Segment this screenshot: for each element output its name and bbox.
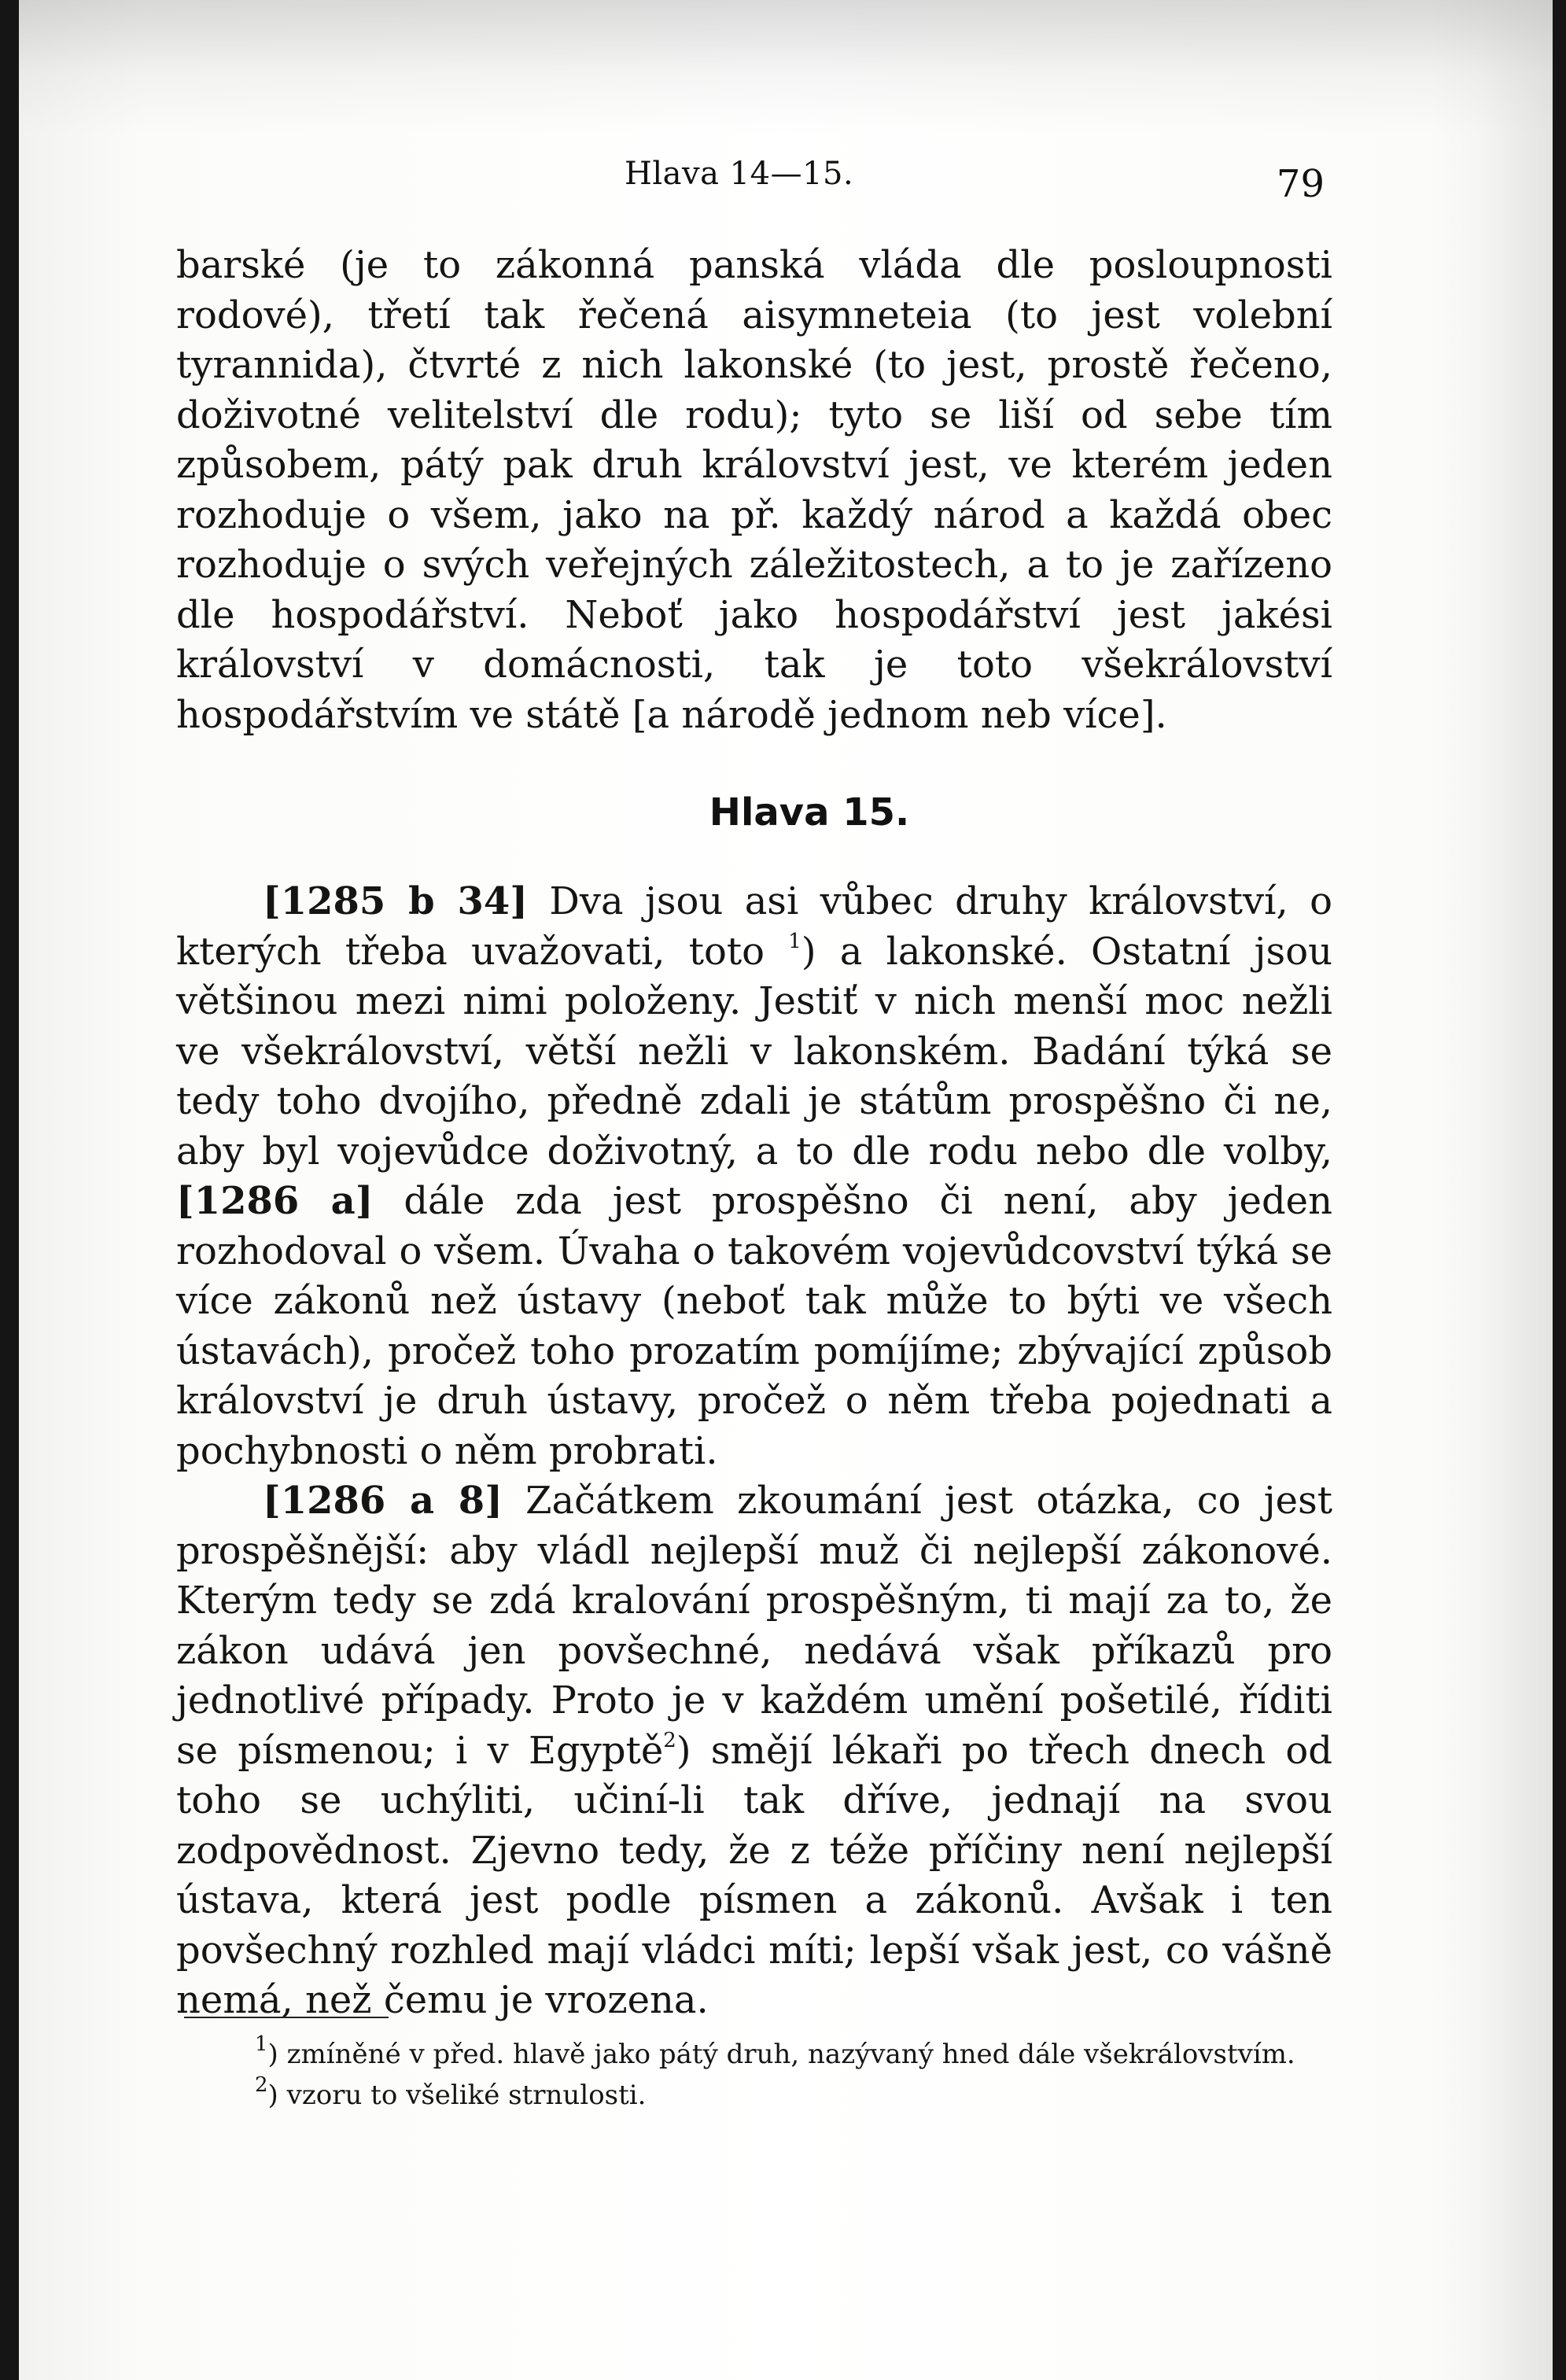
paragraph-2-text-a: Začátkem zkoumání jest otázka, co jest prospěšnější: aby vládl nejlepší muž či nejlepší zákonové. Kterým tedy se zdá kralování prospěšným, ti mají za to, že zákon udává jen povšechné, nedává však příkazů pro jednotlivé případy. Proto je v každém umění pošetilé, říditi se písmenou; i v Egyptě: [176, 1479, 1333, 1773]
paragraph-1-text-b: ) a lakonské. Ostatní jsou většinou mezi nimi položeny. Jestiť v nich menší moc nežli ve všekrálovství, větší nežli v lakonském. Badání týká se tedy toho dvojího, předně zdali je státům prospěšno či ne, aby byl vojevůdce doživotný, a to dle rodu nebo dle volby,: [176, 929, 1332, 1173]
footnote-divider: [184, 2017, 389, 2018]
paragraph-1-text-c: dále zda jest prospěšno či není, aby jeden rozhodoval o všem. Úvaha o takovém vojevůdcovství týká se více zákonů než ústavy (neboť tak může to býti ve všech ústavách), pročež toho prozatím pomíjíme; zbývající způsob království je druh ústavy, pročež o něm třeba pojednati a pochybnosti o něm probrati.: [176, 1179, 1333, 1473]
footnote: [176, 2034, 1332, 2075]
page-number: 79: [1276, 162, 1325, 206]
paragraph-1-text-a: Dva jsou asi vůbec druhy království, o kterých třeba uvažovati, toto: [176, 879, 1333, 974]
chapter-heading: Hlava 15.: [709, 790, 910, 834]
footnote-mark: 1: [255, 2032, 268, 2056]
bekker-reference: [1286 a 8]: [263, 1479, 503, 1523]
bekker-reference: [1285 b 34]: [263, 879, 529, 923]
paragraph-2-text-b: ) smějí lékaři po třech dnech od toho se uchýliti, učiní-li tak dříve, jednají na svou zodpovědnost. Zjevno tedy, že z téže příčiny není nejlepší ústava, která jest podle písmen a zákonů. Avšak i ten povšechný rozhled mají vládci míti; lepší však jest, co vášně nemá, než čemu je vrozena.: [176, 1728, 1332, 2022]
intro-paragraph-text: barské (je to zákonná panská vláda dle posloupnosti rodové), třetí tak řečená aisymneteia (to jest volební tyrannida), čtvrté z nich lakonské (to jest, prostě řečeno, doživotné velitelství dle rodu); tyto se liší od sebe tím způsobem, pátý pak druh království jest, ve kterém jeden rozhoduje o všem, jako na př. každý národ a každá obec rozhoduje o svých veřejných záležitostech, a to je zařízeno dle hospodářství. Neboť jako hospodářství jest jakési království v domácnosti, tak je toto všekrálovství hospodářstvím ve státě [a národě jednom neb více].: [176, 243, 1332, 737]
paragraph-2: [176, 1476, 1332, 2026]
book-page: [19, 0, 1553, 2380]
footnote-text: ) zmíněné v před. hlavě jako pátý druh, nazývaný hned dále všekrálovstvím.: [267, 2039, 1295, 2070]
footnotes: [176, 2034, 1332, 2116]
chapter-body: [176, 877, 1332, 2026]
footnote-marker-1: 1: [788, 929, 801, 953]
footnote: [176, 2072, 1332, 2116]
running-header: Hlava 14—15.: [625, 156, 854, 192]
footnote-mark: 2: [255, 2072, 268, 2097]
footnote-marker-2: 2: [663, 1728, 676, 1752]
bekker-reference: [1286 a]: [176, 1179, 374, 1223]
footnote-text: ) vzoru to všeliké strnulosti.: [267, 2080, 647, 2111]
paragraph-1: [176, 877, 1332, 1476]
intro-paragraph: [176, 241, 1332, 740]
